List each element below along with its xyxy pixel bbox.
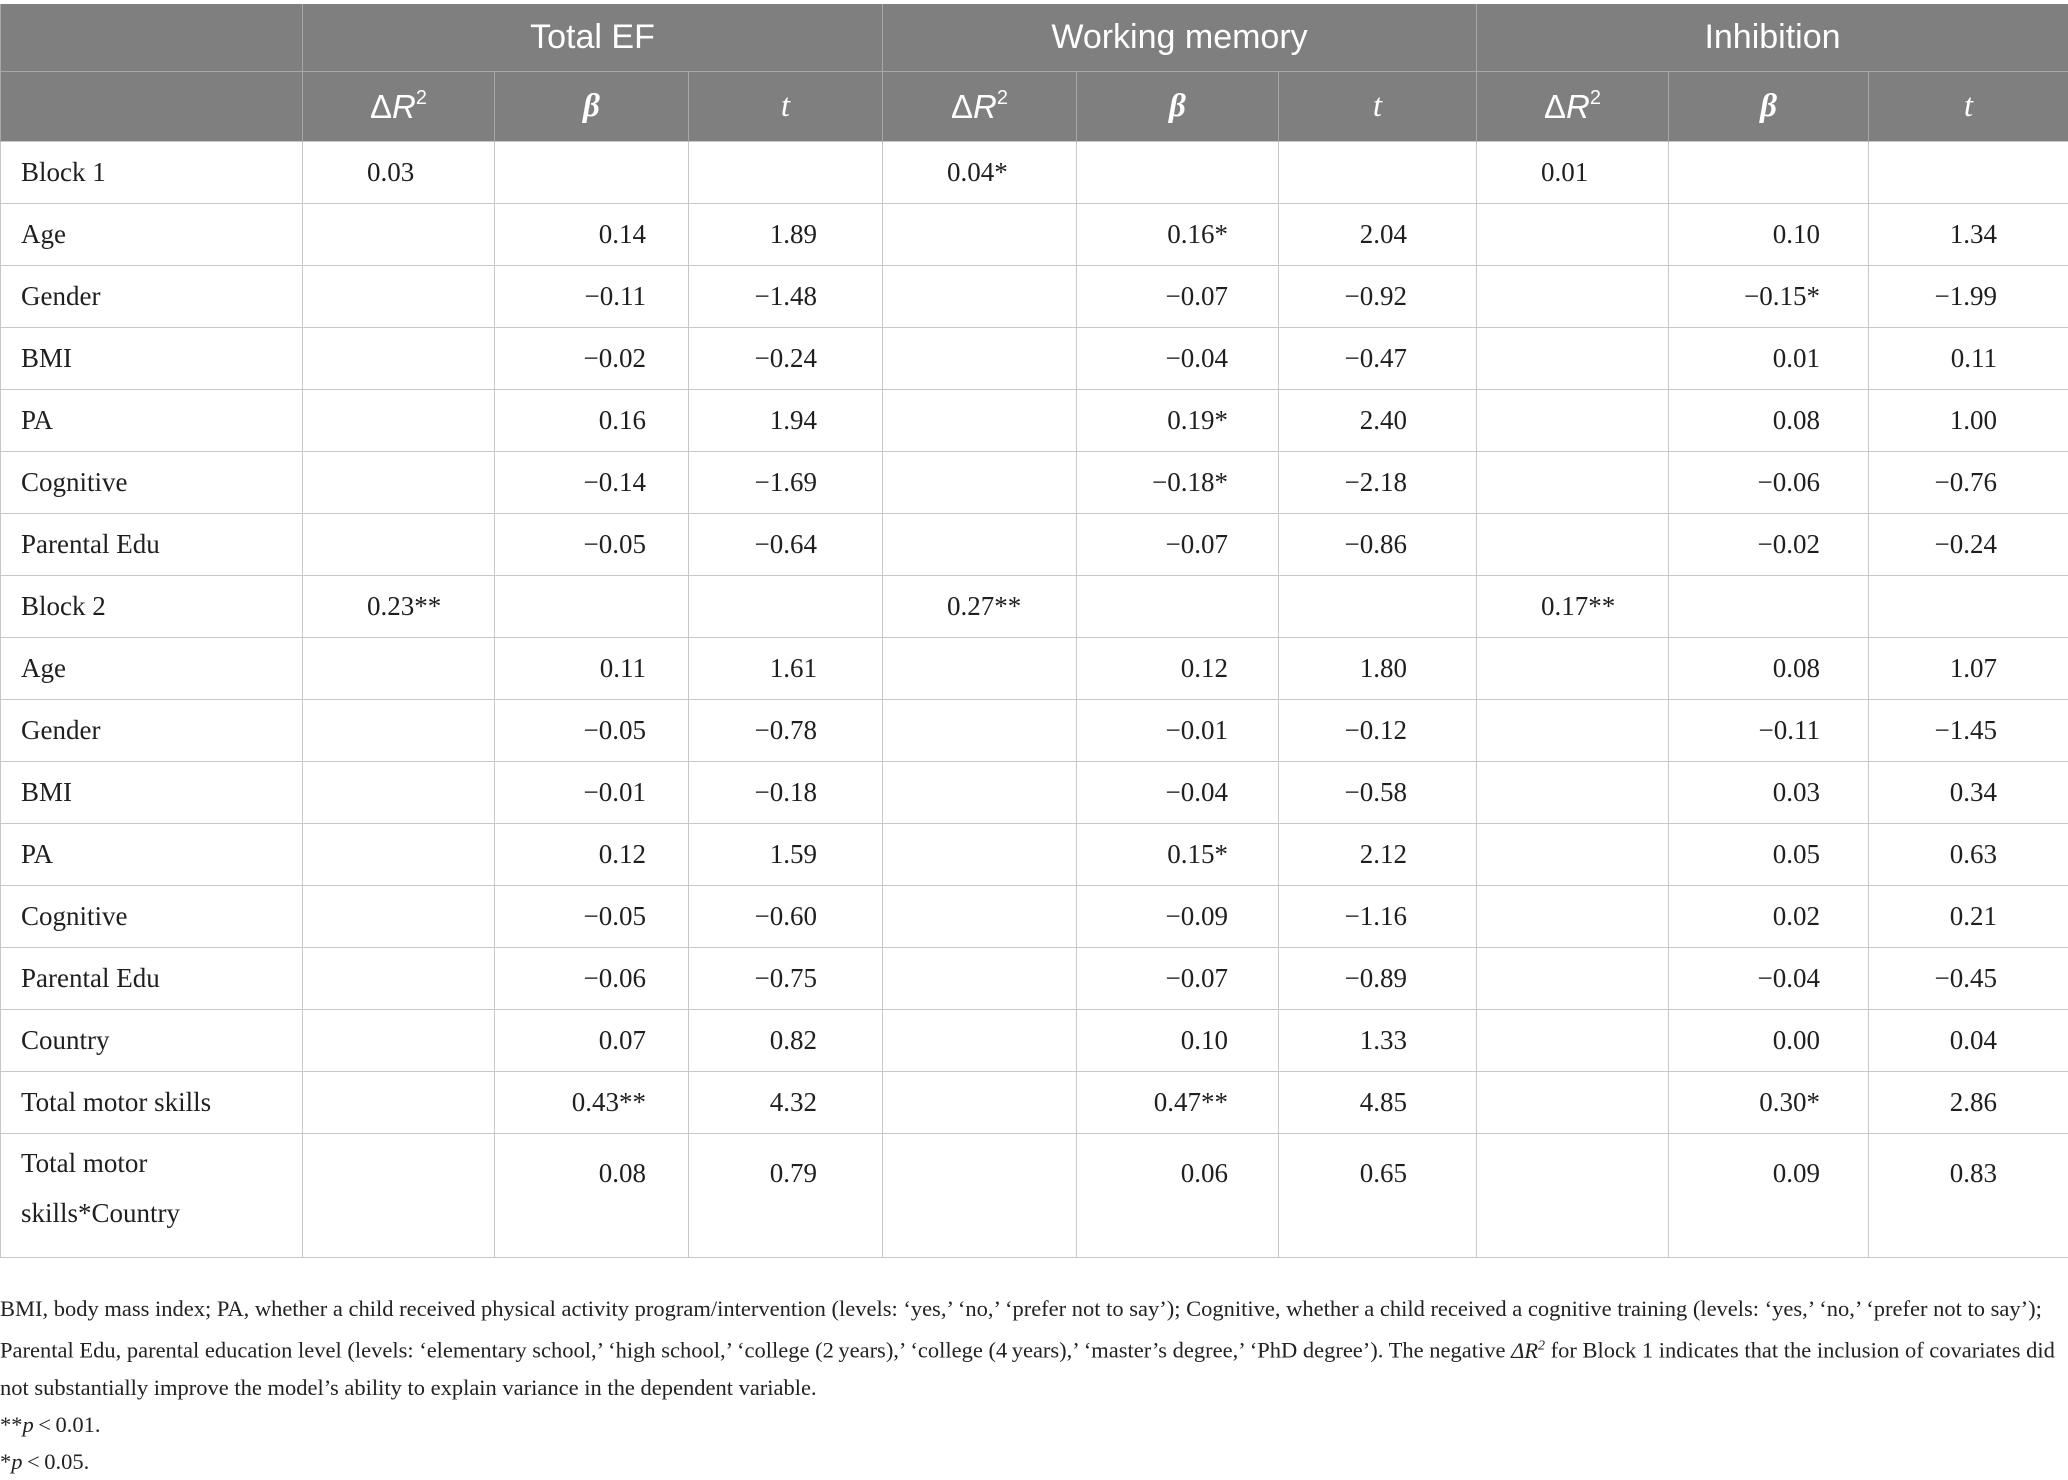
delta-r2-cell: [1477, 886, 1669, 948]
beta-cell: −0.02: [1669, 514, 1869, 576]
row-label: Block 1: [1, 142, 303, 204]
subheader-blank: [1, 72, 303, 142]
t-cell: −0.24: [689, 328, 883, 390]
row-label: BMI: [1, 762, 303, 824]
beta-cell: 0.06: [1077, 1134, 1279, 1258]
delta-r2-cell: 0.01: [1477, 142, 1669, 204]
beta-cell: 0.01: [1669, 328, 1869, 390]
delta-r2-cell: 0.04*: [883, 142, 1077, 204]
delta-r2-cell: [883, 638, 1077, 700]
delta-r2-cell: [303, 762, 495, 824]
beta-cell: −0.04: [1077, 328, 1279, 390]
beta-cell: −0.07: [1077, 514, 1279, 576]
t-cell: 1.07: [1869, 638, 2068, 700]
table-row: [1, 1134, 2068, 1258]
subheader-beta-0: β: [495, 72, 689, 142]
t-cell: 2.40: [1279, 390, 1477, 452]
t-cell: −0.45: [1869, 948, 2068, 1010]
beta-cell: [495, 576, 689, 638]
row-label: PA: [1, 390, 303, 452]
t-cell: −0.89: [1279, 948, 1477, 1010]
delta-r2-cell: [303, 452, 495, 514]
beta-cell: −0.18*: [1077, 452, 1279, 514]
beta-cell: [1669, 576, 1869, 638]
delta-r2-cell: [883, 390, 1077, 452]
t-cell: 2.04: [1279, 204, 1477, 266]
beta-cell: 0.12: [1077, 638, 1279, 700]
delta-r2-cell: [883, 948, 1077, 1010]
beta-cell: [1077, 576, 1279, 638]
t-cell: −0.75: [689, 948, 883, 1010]
row-label: Age: [1, 638, 303, 700]
delta-r2-cell: [1477, 1072, 1669, 1134]
beta-cell: −0.02: [495, 328, 689, 390]
delta-r2-cell: [1477, 328, 1669, 390]
t-cell: 1.89: [689, 204, 883, 266]
delta-r2-cell: [303, 514, 495, 576]
beta-cell: 0.14: [495, 204, 689, 266]
row-label: Total motor skills: [1, 1072, 303, 1134]
t-cell: 4.85: [1279, 1072, 1477, 1134]
beta-cell: −0.11: [1669, 700, 1869, 762]
beta-cell: 0.19*: [1077, 390, 1279, 452]
t-cell: 0.82: [689, 1010, 883, 1072]
t-cell: −1.48: [689, 266, 883, 328]
delta-r2-cell: 0.03: [303, 142, 495, 204]
subheader-t-1: t: [1279, 72, 1477, 142]
t-cell: −0.92: [1279, 266, 1477, 328]
subheader-t-0: t: [689, 72, 883, 142]
beta-cell: −0.01: [495, 762, 689, 824]
t-cell: −0.86: [1279, 514, 1477, 576]
t-cell: 0.63: [1869, 824, 2068, 886]
table-row: [1, 390, 2068, 452]
beta-cell: −0.07: [1077, 266, 1279, 328]
subheader-beta-1: β: [1077, 72, 1279, 142]
table-row: [1, 1010, 2068, 1072]
table-row: [1, 576, 2068, 638]
beta-cell: −0.01: [1077, 700, 1279, 762]
beta-cell: 0.16: [495, 390, 689, 452]
corner-cell: [1, 4, 303, 72]
delta-r2-cell: [303, 1134, 495, 1258]
table-row: [1, 948, 2068, 1010]
beta-cell: 0.10: [1669, 204, 1869, 266]
t-cell: 1.94: [689, 390, 883, 452]
beta-cell: −0.05: [495, 514, 689, 576]
delta-r2-cell: [883, 762, 1077, 824]
row-label: BMI: [1, 328, 303, 390]
beta-cell: 0.12: [495, 824, 689, 886]
subheader-delta-r2-0: $\Delta R^2$: [303, 72, 495, 142]
delta-r2-cell: [303, 948, 495, 1010]
delta-r2-cell: [1477, 762, 1669, 824]
table-footnotes: [0, 1290, 2060, 1480]
row-label: Cognitive: [1, 452, 303, 514]
beta-cell: 0.08: [495, 1134, 689, 1258]
delta-r2-cell: [303, 1010, 495, 1072]
beta-cell: −0.06: [495, 948, 689, 1010]
beta-cell: −0.04: [1669, 948, 1869, 1010]
delta-r2-cell: 0.17**: [1477, 576, 1669, 638]
t-cell: −0.47: [1279, 328, 1477, 390]
delta-r2-cell: [303, 824, 495, 886]
table-row: [1, 762, 2068, 824]
t-cell: −0.64: [689, 514, 883, 576]
beta-cell: 0.08: [1669, 390, 1869, 452]
t-cell: 1.33: [1279, 1010, 1477, 1072]
delta-r2-cell: [883, 1010, 1077, 1072]
beta-cell: [1077, 142, 1279, 204]
subheader-row: [1, 72, 2068, 142]
delta-r2-cell: [883, 514, 1077, 576]
beta-cell: 0.02: [1669, 886, 1869, 948]
delta-r2-cell: [883, 452, 1077, 514]
subheader-delta-r2-2: $\Delta R^2$: [1477, 72, 1669, 142]
delta-r2-cell: [1477, 638, 1669, 700]
t-cell: −1.69: [689, 452, 883, 514]
delta-r2-cell: [1477, 948, 1669, 1010]
group-header-row: [1, 4, 2068, 72]
table-row: [1, 514, 2068, 576]
delta-r2-cell: [1477, 514, 1669, 576]
t-cell: −0.58: [1279, 762, 1477, 824]
row-label: Parental Edu: [1, 948, 303, 1010]
delta-r2-symbol: $\Delta R^2$: [1511, 1338, 1545, 1363]
table-row: [1, 638, 2068, 700]
beta-cell: −0.14: [495, 452, 689, 514]
t-cell: −0.60: [689, 886, 883, 948]
footnote-p-005: *p < 0.05.: [0, 1443, 2060, 1480]
table-row: [1, 700, 2068, 762]
table-row: [1, 266, 2068, 328]
row-label: Cognitive: [1, 886, 303, 948]
table-row: [1, 1072, 2068, 1134]
beta-cell: 0.16*: [1077, 204, 1279, 266]
delta-r2-cell: 0.27**: [883, 576, 1077, 638]
row-label: Total motor skills*Country: [1, 1134, 303, 1258]
beta-cell: −0.09: [1077, 886, 1279, 948]
delta-r2-cell: [303, 390, 495, 452]
t-cell: −1.99: [1869, 266, 2068, 328]
t-cell: 0.21: [1869, 886, 2068, 948]
t-cell: 2.12: [1279, 824, 1477, 886]
beta-cell: 0.10: [1077, 1010, 1279, 1072]
beta-cell: −0.11: [495, 266, 689, 328]
t-cell: 1.00: [1869, 390, 2068, 452]
beta-cell: 0.09: [1669, 1134, 1869, 1258]
t-cell: [1869, 142, 2068, 204]
t-cell: 2.86: [1869, 1072, 2068, 1134]
t-cell: 0.04: [1869, 1010, 2068, 1072]
delta-r2-cell: [883, 886, 1077, 948]
delta-r2-cell: [1477, 824, 1669, 886]
table-row: [1, 824, 2068, 886]
t-cell: 0.11: [1869, 328, 2068, 390]
delta-r2-cell: [303, 266, 495, 328]
t-cell: 0.83: [1869, 1134, 2068, 1258]
delta-r2-cell: [303, 328, 495, 390]
t-cell: 4.32: [689, 1072, 883, 1134]
beta-cell: 0.08: [1669, 638, 1869, 700]
beta-cell: [495, 142, 689, 204]
row-label: Parental Edu: [1, 514, 303, 576]
footnote-abbreviations: BMI, body mass index; PA, whether a child received physical activity program/intervention (levels: ‘yes,’ ‘no,’ ‘prefer not to say’); Cognitive, whether a child received a cognitive training (levels: ‘yes,’ ‘no,’ ‘prefer not to say’); Parental Edu, parental education level (levels: ‘elementary school,’ ‘high school,’ ‘college (2 years),’ ‘college (4 years),’ ‘master’s degree,’ ‘PhD degree’). The negative $\Delta R^2$ for Block 1 indicates that the inclusion of covariates did not substantially improve the model’s ability to explain variance in the dependent variable.: [0, 1290, 2060, 1406]
delta-r2-cell: [883, 700, 1077, 762]
t-cell: 1.80: [1279, 638, 1477, 700]
t-cell: −1.45: [1869, 700, 2068, 762]
t-cell: [689, 142, 883, 204]
beta-cell: 0.43**: [495, 1072, 689, 1134]
t-cell: 0.65: [1279, 1134, 1477, 1258]
t-cell: 0.79: [689, 1134, 883, 1258]
beta-cell: 0.05: [1669, 824, 1869, 886]
beta-cell: −0.05: [495, 700, 689, 762]
delta-r2-cell: 0.23**: [303, 576, 495, 638]
footnote-p-001: **p < 0.01.: [0, 1406, 2060, 1443]
table-row: [1, 886, 2068, 948]
delta-r2-cell: [303, 204, 495, 266]
beta-cell: −0.06: [1669, 452, 1869, 514]
subheader-beta-2: β: [1669, 72, 1869, 142]
beta-cell: 0.15*: [1077, 824, 1279, 886]
delta-r2-cell: [303, 700, 495, 762]
t-cell: −0.78: [689, 700, 883, 762]
delta-r2-cell: [883, 328, 1077, 390]
t-cell: −0.18: [689, 762, 883, 824]
delta-r2-cell: [883, 1072, 1077, 1134]
beta-cell: 0.47**: [1077, 1072, 1279, 1134]
subheader-delta-r2-1: $\Delta R^2$: [883, 72, 1077, 142]
beta-cell: 0.03: [1669, 762, 1869, 824]
delta-r2-cell: [1477, 390, 1669, 452]
group-header-working-memory: Working memory: [883, 4, 1477, 72]
t-cell: −0.76: [1869, 452, 2068, 514]
beta-cell: −0.07: [1077, 948, 1279, 1010]
t-cell: −2.18: [1279, 452, 1477, 514]
t-cell: [1279, 142, 1477, 204]
delta-r2-cell: [883, 1134, 1077, 1258]
table-row: [1, 328, 2068, 390]
row-label: Country: [1, 1010, 303, 1072]
beta-cell: 0.30*: [1669, 1072, 1869, 1134]
row-label: Age: [1, 204, 303, 266]
beta-cell: −0.05: [495, 886, 689, 948]
t-cell: 1.59: [689, 824, 883, 886]
regression-table: [0, 4, 2068, 1258]
beta-cell: 0.00: [1669, 1010, 1869, 1072]
delta-r2-cell: [303, 638, 495, 700]
delta-r2-cell: [883, 824, 1077, 886]
row-label: PA: [1, 824, 303, 886]
group-header-inhibition: Inhibition: [1477, 4, 2068, 72]
delta-r2-cell: [1477, 1010, 1669, 1072]
row-label: Gender: [1, 700, 303, 762]
subheader-t-2: t: [1869, 72, 2068, 142]
t-cell: 1.34: [1869, 204, 2068, 266]
delta-r2-cell: [303, 886, 495, 948]
group-header-total-ef: Total EF: [303, 4, 883, 72]
delta-r2-cell: [1477, 266, 1669, 328]
t-cell: −0.24: [1869, 514, 2068, 576]
delta-r2-cell: [1477, 700, 1669, 762]
t-cell: −0.12: [1279, 700, 1477, 762]
delta-r2-cell: [1477, 204, 1669, 266]
t-cell: [1279, 576, 1477, 638]
row-label: Gender: [1, 266, 303, 328]
beta-cell: 0.11: [495, 638, 689, 700]
delta-r2-cell: [883, 266, 1077, 328]
t-cell: 1.61: [689, 638, 883, 700]
beta-cell: −0.04: [1077, 762, 1279, 824]
t-cell: 0.34: [1869, 762, 2068, 824]
t-cell: [689, 576, 883, 638]
delta-r2-cell: [303, 1072, 495, 1134]
delta-r2-cell: [1477, 1134, 1669, 1258]
table-row: [1, 452, 2068, 514]
delta-r2-cell: [1477, 452, 1669, 514]
table-row: [1, 204, 2068, 266]
table-row: [1, 142, 2068, 204]
table-body: [1, 142, 2068, 1258]
beta-cell: 0.07: [495, 1010, 689, 1072]
beta-cell: [1669, 142, 1869, 204]
t-cell: −1.16: [1279, 886, 1477, 948]
delta-r2-cell: [883, 204, 1077, 266]
row-label: Block 2: [1, 576, 303, 638]
beta-cell: −0.15*: [1669, 266, 1869, 328]
t-cell: [1869, 576, 2068, 638]
